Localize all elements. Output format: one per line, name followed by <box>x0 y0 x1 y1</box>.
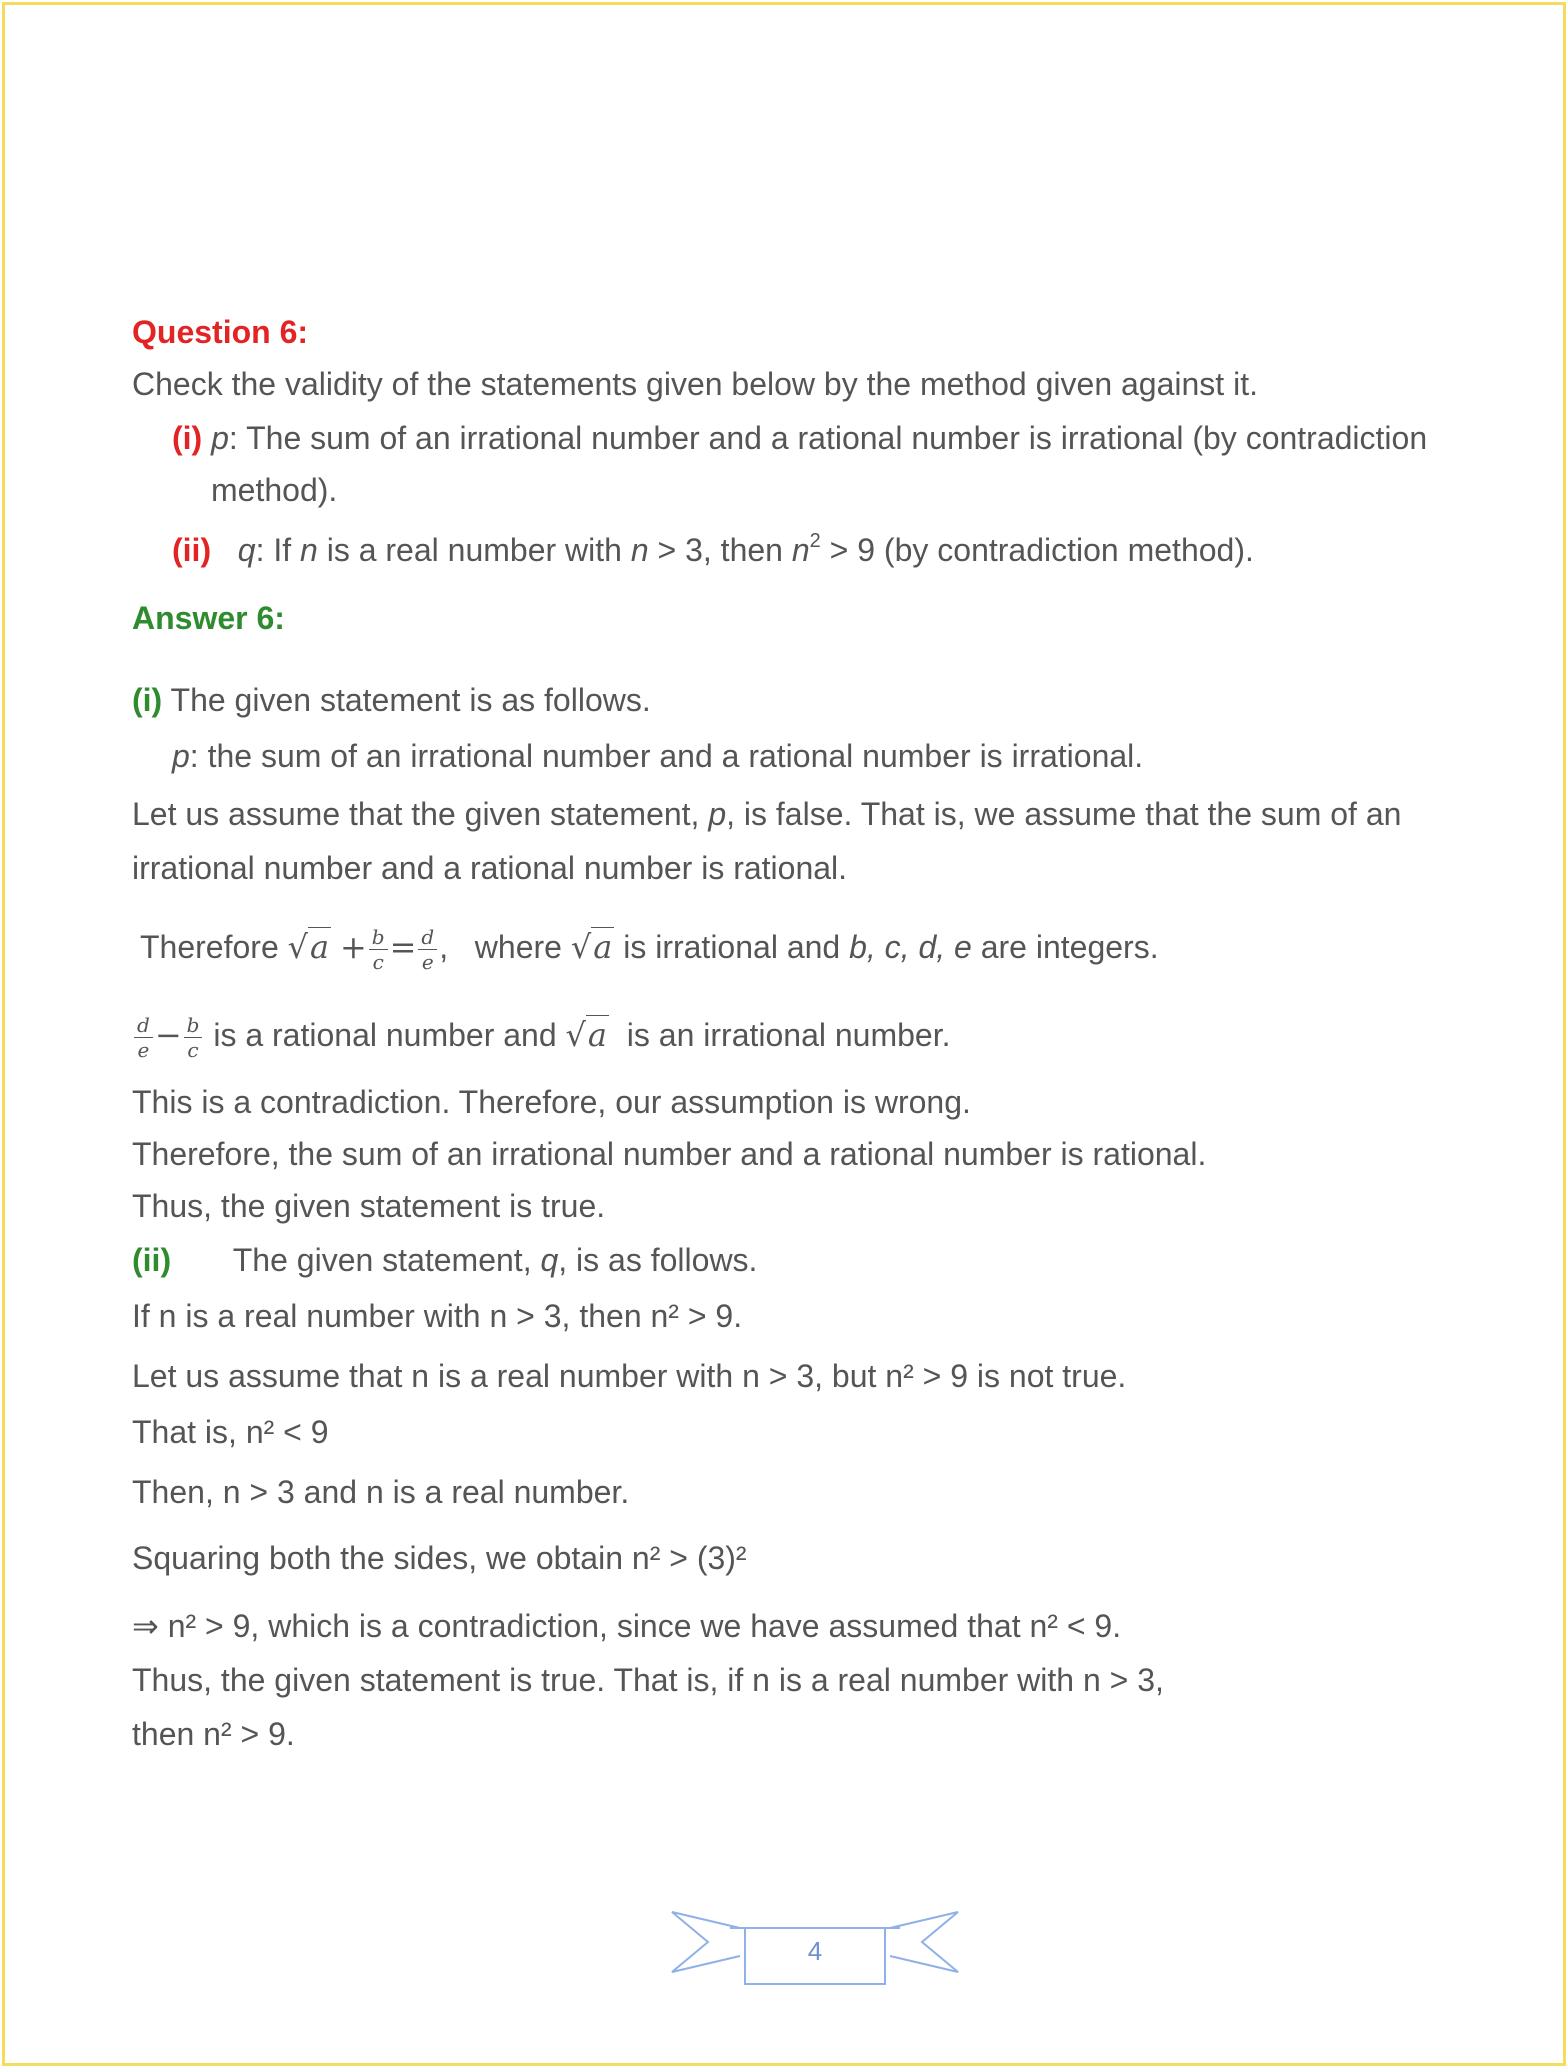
assume-var: p <box>708 796 727 832</box>
part-ii-text-a: : If <box>255 532 301 568</box>
implies-line: ⇒ n² > 9, which is a contradiction, since we have assumed that n² < 9. <box>132 1608 1122 1644</box>
assume-text-a: Let us assume that the given statement, <box>132 796 709 832</box>
part-i-var: p <box>211 420 229 456</box>
answer-ii-line1 <box>132 1240 757 1280</box>
fraction-d-over-e: $\frac{d}{e}$ <box>418 925 437 974</box>
rational-number-line: $\frac{d}{e}$ − $\frac{b}{c}$ is a rational number and √a is an irrational number. <box>132 1010 951 1062</box>
part-i-text: : The sum of an irrational number and a rational number is irrational (by contradiction <box>228 420 1428 456</box>
question-intro: Check the validity of the statements given below by the method given against it. <box>132 366 1258 402</box>
therefore-equation-line: Therefore √a + $\frac{b}{c}$ = $\frac{d}{e}$ , where √a is irrational and b, c, d, e are integers. <box>140 925 1159 975</box>
irrational-and-text: is irrational and <box>614 929 850 965</box>
irrational-text: is an irrational number. <box>617 1017 951 1053</box>
thus-line-2: then n² > 9. <box>132 1716 295 1752</box>
sqrt-a-equation: √a <box>287 928 330 966</box>
answer-ii-label: (ii) <box>132 1242 172 1278</box>
contradiction-line: This is a contradiction. Therefore, our assumption is wrong. <box>132 1084 971 1120</box>
thus-line-1: Thus, the given statement is true. That is, if n is a real number with n > 3, <box>132 1662 1164 1698</box>
answer-i-line4: irrational number and a rational number is rational. <box>132 850 848 886</box>
fraction-b-over-c-2: $\frac{b}{c}$ <box>184 1013 203 1062</box>
thus-true-line: Thus, the given statement is true. <box>132 1188 606 1224</box>
question-part-ii: (ii) q: If n is a real number with n > 3, then $n^2 > 9$ (by contradiction method). <box>172 530 1254 568</box>
if-line: If n is a real number with n > 3, then n² > 9. <box>132 1298 743 1334</box>
assume-text-b: , is false. That is, we assume that the sum of an <box>726 796 1402 832</box>
answer-i-line1 <box>132 680 651 720</box>
answer-i-line2 <box>172 736 1143 776</box>
where-text: where <box>474 929 571 965</box>
therefore-sum-line: Therefore, the sum of an irrational number and a rational number is rational. <box>132 1136 1207 1172</box>
fraction-d-over-e-2: $\frac{d}{e}$ <box>134 1013 153 1062</box>
answer-ii-text-b: , is as follows. <box>558 1242 758 1278</box>
part-ii-label: (ii) <box>172 532 212 568</box>
part-i-continuation: method). <box>211 472 338 508</box>
integer-vars: b, c, d, e <box>849 929 972 965</box>
question-part-i <box>172 418 1427 458</box>
then-line: Then, n > 3 and n is a real number. <box>132 1474 630 1510</box>
sqrt-a-where: √a <box>570 928 613 966</box>
question-title: Question 6: <box>132 314 309 350</box>
assume-line: Let us assume that n is a real number with n > 3, but n² > 9 is not true. <box>132 1358 1127 1394</box>
answer-i-var: p <box>172 738 190 774</box>
answer-i-statement: : the sum of an irrational number and a rational number is irrational. <box>189 738 1144 774</box>
integers-text: are integers. <box>971 929 1159 965</box>
part-ii-var: q <box>237 532 256 568</box>
page-number-ribbon <box>670 1906 960 1996</box>
part-ii-text-b: is a real number with <box>317 532 631 568</box>
sqrt-a-irrational: √a <box>565 1016 607 1054</box>
answer-i-text: The given statement is as follows. <box>162 682 651 718</box>
answer-i-label: (i) <box>132 682 163 718</box>
answer-title: Answer 6: <box>132 600 285 636</box>
answer-ii-text-a: The given statement, <box>232 1242 541 1278</box>
rational-text: is a rational number and <box>204 1017 566 1053</box>
page-number: 4 <box>807 1936 823 1966</box>
that-is-line: That is, n² < 9 <box>132 1414 329 1450</box>
therefore-text: Therefore <box>140 929 288 965</box>
part-i-label: (i) <box>172 420 203 456</box>
part-ii-text-d: > 9 (by contradiction method). <box>820 532 1254 568</box>
answer-ii-var: q <box>540 1242 559 1278</box>
answer-i-line3 <box>132 794 1401 834</box>
part-ii-text-c: > 3, then <box>648 532 792 568</box>
squaring-line: Squaring both the sides, we obtain n² > (3)² <box>132 1540 747 1576</box>
fraction-b-over-c: $\frac{b}{c}$ <box>369 925 388 974</box>
